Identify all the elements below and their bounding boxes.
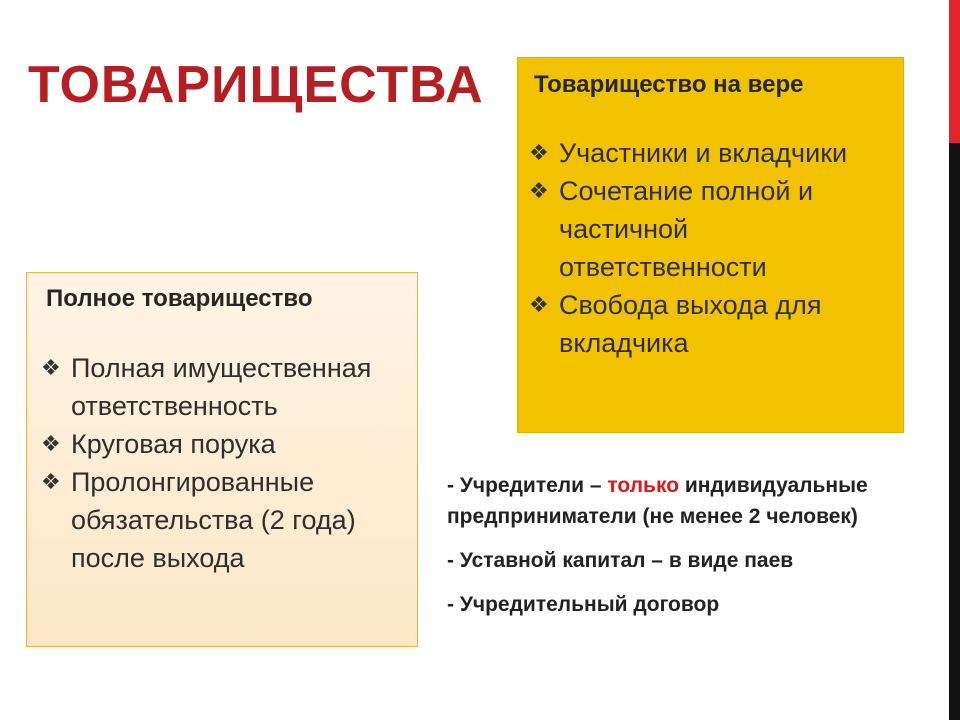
founders-highlight: только [607, 474, 680, 497]
list-item-text: Участники и вкладчики [559, 138, 848, 168]
list-item [41, 463, 411, 577]
full-partnership-heading: Полное товарищество [46, 285, 313, 312]
limited-partnership-heading: Товарищество на вере [534, 71, 804, 98]
list-item [41, 425, 411, 463]
slide-title: ТОВАРИЩЕСТВА [28, 56, 484, 114]
list-item-text: Круговая порука [71, 429, 276, 459]
list-item [529, 134, 901, 172]
list-item-text: Сочетание полной и частичной ответственности [559, 176, 814, 282]
full-partnership-box [26, 272, 418, 647]
notes-block [447, 470, 937, 633]
diamond-bullet-icon: ❖ [41, 355, 61, 380]
side-accent-bar [946, 0, 960, 720]
founders-rest: индивидуальные предприниматели (не менее 2 человек) [447, 474, 868, 528]
capital-note: - Уставной капитал – в виде паев [447, 549, 794, 572]
list-item [529, 286, 901, 362]
limited-partnership-list [529, 134, 901, 362]
list-item [529, 172, 901, 286]
list-item-text: Полная имущественная ответственность [71, 353, 372, 421]
diamond-bullet-icon: ❖ [529, 140, 549, 165]
diamond-bullet-icon: ❖ [41, 469, 61, 494]
full-partnership-list [41, 349, 411, 577]
diamond-bullet-icon: ❖ [529, 178, 549, 203]
founders-note [447, 470, 937, 532]
founders-prefix: - Учредители – [447, 474, 608, 497]
list-item [41, 349, 411, 425]
diamond-bullet-icon: ❖ [529, 292, 549, 317]
diamond-bullet-icon: ❖ [41, 431, 61, 456]
list-item-text: Пролонгированные обязательства (2 года) после выхода [71, 467, 356, 573]
agreement-note: - Учредительный договор [447, 593, 720, 616]
list-item-text: Свобода выхода для вкладчика [559, 290, 822, 358]
side-accent-gap [946, 0, 949, 720]
limited-partnership-box [517, 57, 904, 433]
